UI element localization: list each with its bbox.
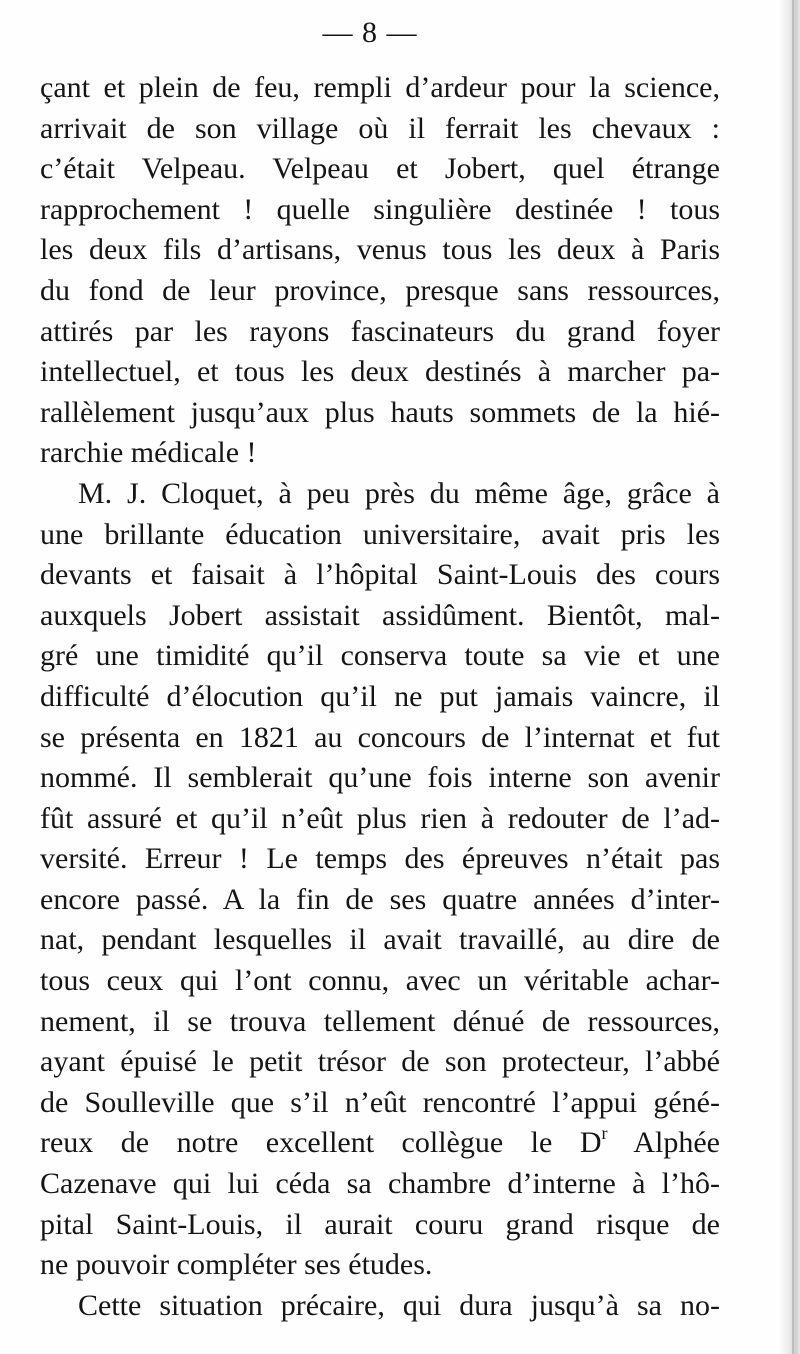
text-fragment: Alphée <box>607 1126 720 1160</box>
text-line: devants et faisait à l’hôpital Saint-Louis des cours <box>40 558 720 592</box>
text-line: se présenta en 1821 au concours de l’internat et fut <box>40 720 720 754</box>
text-line: de Soulleville que s’il n’eût rencontré l’appui géné- <box>40 1085 720 1119</box>
page-number: — 8 — <box>322 16 418 49</box>
text-line: rapprochement ! quelle singulière destinée ! tous <box>40 192 720 226</box>
text-line: ne pouvoir compléter ses études. <box>40 1248 433 1282</box>
text-line: c’était Velpeau. Velpeau et Jobert, quel étrange <box>40 152 720 186</box>
text-line: tous ceux qui l’ont connu, avec un véritable achar- <box>40 964 720 998</box>
text-line: une brillante éducation universitaire, avait pris les <box>40 517 720 551</box>
text-line: rallèlement jusqu’aux plus hauts sommets de la hié- <box>40 395 720 429</box>
text-line: arrivait de son village où il ferrait les chevaux : <box>40 111 720 145</box>
text-line: les deux fils d’artisans, venus tous les deux à Paris <box>40 233 720 267</box>
text-line: M. J. Cloquet, à peu près du même âge, grâce à <box>78 476 720 510</box>
text-line: nommé. Il semblerait qu’une fois interne son avenir <box>40 761 720 795</box>
text-line: versité. Erreur ! Le temps des épreuves n’était pas <box>40 842 720 876</box>
text-line: du fond de leur province, presque sans ressources, <box>40 273 720 307</box>
text-line: çant et plein de feu, rempli d’ardeur pour la science, <box>40 71 720 104</box>
text-line: pital Saint-Louis, il aurait couru grand risque de <box>40 1207 720 1241</box>
superscript: r <box>601 1123 608 1144</box>
text-line-with-superscript <box>40 1123 720 1164</box>
binding-edge <box>778 0 800 1354</box>
text-line: nat, pendant lesquelles il avait travaillé, au dire de <box>40 923 720 957</box>
text-line: rarchie médicale ! <box>40 436 257 470</box>
text-line: attirés par les rayons fascinateurs du grand foyer <box>40 314 720 348</box>
text-line: difficulté d’élocution qu’il ne put jamais vaincre, il <box>40 679 720 713</box>
text-line: auxquels Jobert assistait assidûment. Bientôt, mal- <box>40 598 720 632</box>
text-line: encore passé. A la fin de ses quatre années d’inter- <box>40 882 720 916</box>
text-fragment: reux de notre excellent collègue le D <box>40 1126 602 1160</box>
text-line: nement, il se trouva tellement dénué de ressources, <box>40 1004 720 1038</box>
text-line: Cette situation précaire, qui dura jusqu’à sa no- <box>78 1288 720 1322</box>
text-line: fût assuré et qu’il n’eût plus rien à redouter de l’ad- <box>40 801 720 835</box>
text-line: intellectuel, et tous les deux destinés à marcher pa- <box>40 355 720 389</box>
body-text <box>40 68 720 1326</box>
text-line: Cazenave qui lui céda sa chambre d’interne à l’hô- <box>40 1167 720 1201</box>
text-line: gré une timidité qu’il conserva toute sa vie et une <box>40 639 720 673</box>
text-line: ayant épuisé le petit trésor de son protecteur, l’abbé <box>40 1045 720 1079</box>
